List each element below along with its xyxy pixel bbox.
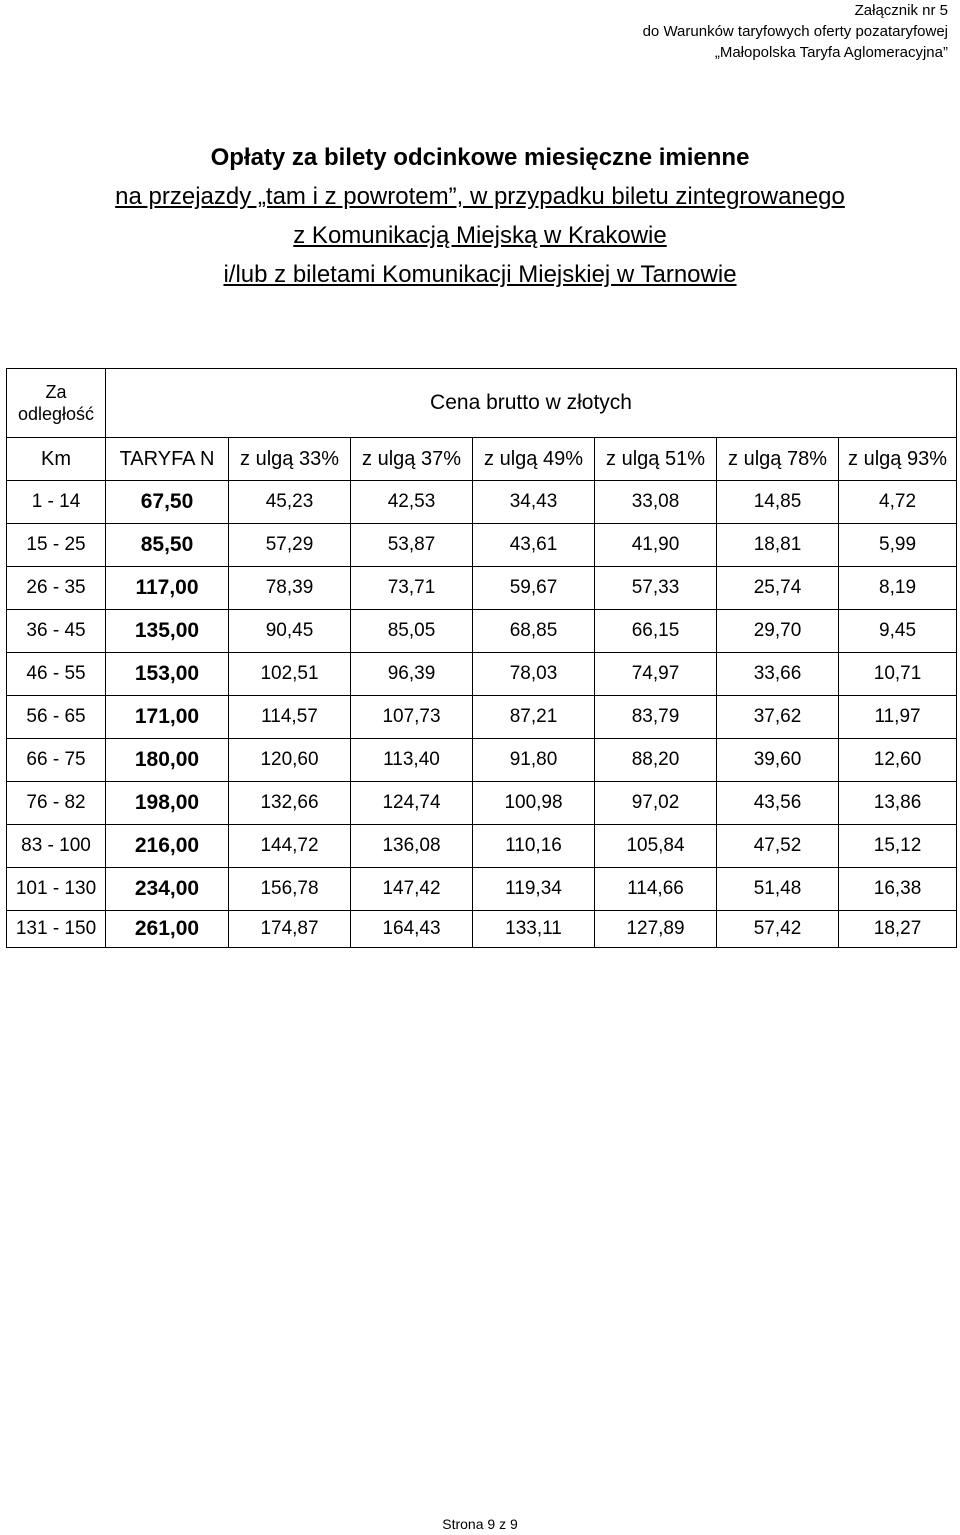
distance-cell: 83 - 100 bbox=[7, 825, 106, 868]
table-row bbox=[7, 481, 957, 524]
normal-fare-cell: 234,00 bbox=[106, 868, 229, 911]
discount-fare-cell: 66,15 bbox=[595, 610, 717, 653]
discount-fare-cell: 12,60 bbox=[839, 739, 957, 782]
distance-cell: 56 - 65 bbox=[7, 696, 106, 739]
discount-fare-cell: 127,89 bbox=[595, 911, 717, 948]
table-body bbox=[7, 481, 957, 948]
discount-fare-cell: 18,27 bbox=[839, 911, 957, 948]
discount-fare-cell: 42,53 bbox=[351, 481, 473, 524]
discount-fare-cell: 15,12 bbox=[839, 825, 957, 868]
table-row bbox=[7, 567, 957, 610]
discount-fare-cell: 39,60 bbox=[717, 739, 839, 782]
discount-fare-cell: 13,86 bbox=[839, 782, 957, 825]
discount-fare-cell: 164,43 bbox=[351, 911, 473, 948]
price-table bbox=[6, 368, 957, 948]
discount-fare-cell: 41,90 bbox=[595, 524, 717, 567]
discount-fare-cell: 74,97 bbox=[595, 653, 717, 696]
discount-fare-cell: 8,19 bbox=[839, 567, 957, 610]
discount-fare-cell: 43,61 bbox=[473, 524, 595, 567]
normal-fare-cell: 198,00 bbox=[106, 782, 229, 825]
discount-fare-cell: 114,66 bbox=[595, 868, 717, 911]
column-header-row bbox=[7, 438, 957, 481]
discount-fare-cell: 10,71 bbox=[839, 653, 957, 696]
discount-fare-cell: 156,78 bbox=[229, 868, 351, 911]
table-row bbox=[7, 524, 957, 567]
discount-fare-cell: 57,42 bbox=[717, 911, 839, 948]
column-header: Km bbox=[7, 438, 106, 481]
normal-fare-cell: 85,50 bbox=[106, 524, 229, 567]
discount-fare-cell: 114,57 bbox=[229, 696, 351, 739]
discount-fare-cell: 37,62 bbox=[717, 696, 839, 739]
normal-fare-cell: 180,00 bbox=[106, 739, 229, 782]
title-line-1: Opłaty za bilety odcinkowe miesięczne imienne bbox=[210, 144, 750, 171]
discount-fare-cell: 11,97 bbox=[839, 696, 957, 739]
distance-cell: 26 - 35 bbox=[7, 567, 106, 610]
distance-cell: 36 - 45 bbox=[7, 610, 106, 653]
discount-fare-cell: 53,87 bbox=[351, 524, 473, 567]
distance-cell: 46 - 55 bbox=[7, 653, 106, 696]
discount-fare-cell: 57,33 bbox=[595, 567, 717, 610]
attachment-tariff-name: „Małopolska Taryfa Aglomeracyjna” bbox=[714, 44, 948, 61]
normal-fare-cell: 171,00 bbox=[106, 696, 229, 739]
discount-fare-cell: 5,99 bbox=[839, 524, 957, 567]
distance-cell: 15 - 25 bbox=[7, 524, 106, 567]
column-header: z ulgą 33% bbox=[229, 438, 351, 481]
distance-header-line-1: Za bbox=[45, 382, 67, 402]
discount-fare-cell: 85,05 bbox=[351, 610, 473, 653]
discount-fare-cell: 33,08 bbox=[595, 481, 717, 524]
table-header-row bbox=[7, 369, 957, 438]
discount-fare-cell: 51,48 bbox=[717, 868, 839, 911]
discount-fare-cell: 33,66 bbox=[717, 653, 839, 696]
discount-fare-cell: 133,11 bbox=[473, 911, 595, 948]
discount-fare-cell: 47,52 bbox=[717, 825, 839, 868]
table-row bbox=[7, 911, 957, 948]
distance-cell: 76 - 82 bbox=[7, 782, 106, 825]
column-header: z ulgą 51% bbox=[595, 438, 717, 481]
page-title bbox=[0, 138, 960, 294]
discount-fare-cell: 97,02 bbox=[595, 782, 717, 825]
discount-fare-cell: 107,73 bbox=[351, 696, 473, 739]
discount-fare-cell: 25,74 bbox=[717, 567, 839, 610]
discount-fare-cell: 124,74 bbox=[351, 782, 473, 825]
distance-header-line-2: odległość bbox=[17, 404, 95, 424]
table-row bbox=[7, 825, 957, 868]
discount-fare-cell: 96,39 bbox=[351, 653, 473, 696]
discount-fare-cell: 91,80 bbox=[473, 739, 595, 782]
normal-fare-cell: 216,00 bbox=[106, 825, 229, 868]
normal-fare-cell: 261,00 bbox=[106, 911, 229, 948]
page-number: Strona 9 z 9 bbox=[442, 1516, 518, 1532]
discount-fare-cell: 78,39 bbox=[229, 567, 351, 610]
distance-cell: 1 - 14 bbox=[7, 481, 106, 524]
distance-header bbox=[7, 369, 106, 438]
discount-fare-cell: 45,23 bbox=[229, 481, 351, 524]
discount-fare-cell: 113,40 bbox=[351, 739, 473, 782]
table-row bbox=[7, 653, 957, 696]
column-header: z ulgą 78% bbox=[717, 438, 839, 481]
discount-fare-cell: 119,34 bbox=[473, 868, 595, 911]
discount-fare-cell: 120,60 bbox=[229, 739, 351, 782]
discount-fare-cell: 34,43 bbox=[473, 481, 595, 524]
distance-cell: 131 - 150 bbox=[7, 911, 106, 948]
normal-fare-cell: 153,00 bbox=[106, 653, 229, 696]
discount-fare-cell: 174,87 bbox=[229, 911, 351, 948]
discount-fare-cell: 87,21 bbox=[473, 696, 595, 739]
column-header: z ulgą 49% bbox=[473, 438, 595, 481]
discount-fare-cell: 144,72 bbox=[229, 825, 351, 868]
normal-fare-cell: 67,50 bbox=[106, 481, 229, 524]
normal-fare-cell: 135,00 bbox=[106, 610, 229, 653]
discount-fare-cell: 73,71 bbox=[351, 567, 473, 610]
discount-fare-cell: 88,20 bbox=[595, 739, 717, 782]
discount-fare-cell: 43,56 bbox=[717, 782, 839, 825]
column-header: z ulgą 93% bbox=[839, 438, 957, 481]
attachment-number: Załącznik nr 5 bbox=[854, 2, 948, 19]
column-header: z ulgą 37% bbox=[351, 438, 473, 481]
discount-fare-cell: 100,98 bbox=[473, 782, 595, 825]
distance-cell: 66 - 75 bbox=[7, 739, 106, 782]
discount-fare-cell: 29,70 bbox=[717, 610, 839, 653]
discount-fare-cell: 16,38 bbox=[839, 868, 957, 911]
price-header: Cena brutto w złotych bbox=[106, 369, 957, 438]
discount-fare-cell: 57,29 bbox=[229, 524, 351, 567]
attachment-header bbox=[643, 0, 948, 63]
discount-fare-cell: 9,45 bbox=[839, 610, 957, 653]
discount-fare-cell: 4,72 bbox=[839, 481, 957, 524]
discount-fare-cell: 83,79 bbox=[595, 696, 717, 739]
table-row bbox=[7, 739, 957, 782]
discount-fare-cell: 78,03 bbox=[473, 653, 595, 696]
discount-fare-cell: 68,85 bbox=[473, 610, 595, 653]
table-row bbox=[7, 868, 957, 911]
table-row bbox=[7, 782, 957, 825]
discount-fare-cell: 136,08 bbox=[351, 825, 473, 868]
title-line-2: na przejazdy „tam i z powrotem”, w przypadku biletu zintegrowanego bbox=[115, 183, 845, 210]
discount-fare-cell: 18,81 bbox=[717, 524, 839, 567]
discount-fare-cell: 59,67 bbox=[473, 567, 595, 610]
column-header: TARYFA N bbox=[106, 438, 229, 481]
distance-cell: 101 - 130 bbox=[7, 868, 106, 911]
table-row bbox=[7, 696, 957, 739]
discount-fare-cell: 102,51 bbox=[229, 653, 351, 696]
title-line-4: i/lub z biletami Komunikacji Miejskiej w Tarnowie bbox=[223, 261, 737, 288]
discount-fare-cell: 110,16 bbox=[473, 825, 595, 868]
discount-fare-cell: 105,84 bbox=[595, 825, 717, 868]
title-line-3: z Komunikacją Miejską w Krakowie bbox=[293, 222, 667, 249]
table-row bbox=[7, 610, 957, 653]
discount-fare-cell: 90,45 bbox=[229, 610, 351, 653]
discount-fare-cell: 147,42 bbox=[351, 868, 473, 911]
discount-fare-cell: 14,85 bbox=[717, 481, 839, 524]
attachment-reference: do Warunków taryfowych oferty pozataryfowej bbox=[642, 23, 948, 40]
normal-fare-cell: 117,00 bbox=[106, 567, 229, 610]
discount-fare-cell: 132,66 bbox=[229, 782, 351, 825]
